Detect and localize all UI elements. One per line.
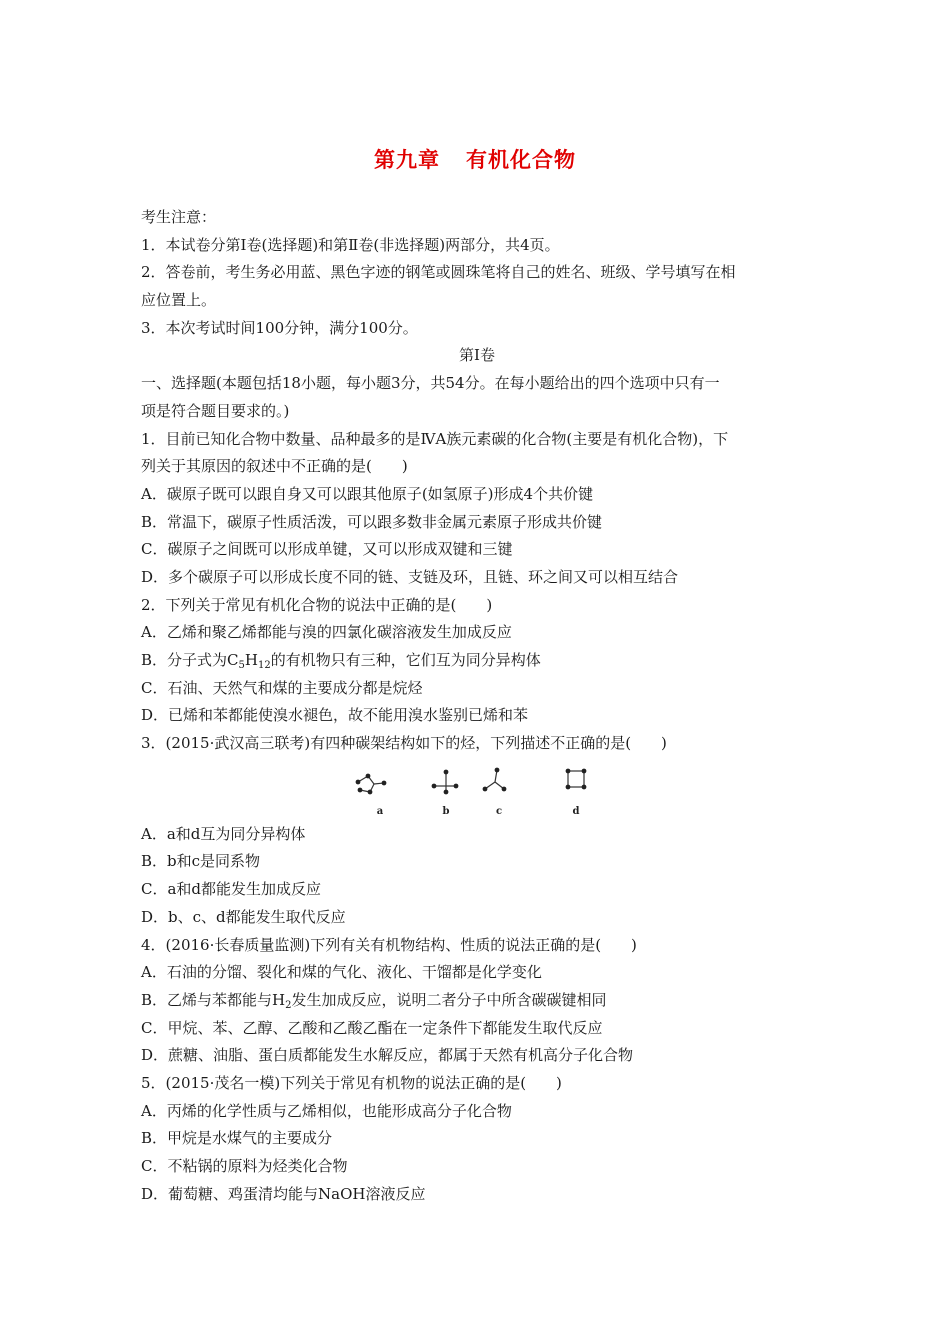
q2-optb-text: H	[244, 651, 258, 669]
q2-optb-text: 的有机物只有三种，它们互为同分异构体	[270, 651, 541, 669]
q2-optb-sub: 5	[238, 660, 245, 671]
question-5-option-d: D．葡萄糖、鸡蛋清均能与NaOH溶液反应	[141, 1184, 426, 1203]
question-5-option-a: A．丙烯的化学性质与乙烯相似，也能形成高分子化合物	[141, 1101, 512, 1120]
question-5-option-c: C．不粘锅的原料为烃类化合物	[141, 1157, 348, 1175]
question-2-option-b	[141, 647, 813, 675]
question-5-option-b: B．甲烷是水煤气的主要成分	[141, 1129, 333, 1148]
figure-label-b: b	[442, 805, 450, 817]
question-3-option-b: B．b和c是同系物	[141, 852, 261, 871]
figure-label-d: d	[572, 805, 580, 817]
question-1-option-d: D．多个碳原子可以形成长度不同的链、支链及环，且链、环之间又可以相互结合	[141, 567, 679, 586]
q2-optb-sub: 12	[257, 660, 271, 671]
chapter-name: 有机化合物	[466, 148, 576, 172]
question-3-option-d: D．b、c、d都能发生取代反应	[141, 907, 346, 926]
notice-item: 1．本试卷分第Ⅰ卷(选择题)和第Ⅱ卷(非选择题)两部分，共4页。	[141, 235, 560, 254]
notice-item: 2．答卷前，考生务必用蓝、黑色字迹的钢笔或圆珠笔将自己的姓名、班级、学号填写在相	[141, 263, 736, 282]
question-4-option-c: C．甲烷、苯、乙醇、乙酸和乙酸乙酯在一定条件下都能发生取代反应	[141, 1018, 603, 1037]
section-intro: 项是符合题目要求的。)	[141, 401, 290, 420]
question-3-option-c: C．a和d都能发生加成反应	[141, 880, 322, 899]
section-intro: 一、选择题(本题包括18小题，每小题3分，共54分。在每小题给出的四个选项中只有一	[141, 374, 720, 393]
question-4-option-d: D．蔗糖、油脂、蛋白质都能发生水解反应，都属于天然有机高分子化合物	[141, 1046, 634, 1065]
carbon-skeleton-diagram	[346, 762, 606, 822]
notice-item: 应位置上。	[141, 291, 217, 310]
exam-body	[141, 204, 813, 1208]
question-2-option-a: A．乙烯和聚乙烯都能与溴的四氯化碳溶液发生加成反应	[141, 623, 512, 642]
question-3-option-a: A．a和d互为同分异构体	[141, 824, 306, 843]
question-1-stem: 1．目前已知化合物中数量、品种最多的是ⅣA族元素碳的化合物(主要是有机化合物)，下	[141, 429, 729, 448]
question-1-option-b: B．常温下，碳原子性质活泼，可以跟多数非金属元素原子形成共价键	[141, 512, 603, 531]
carbon-skeleton-figure	[141, 758, 813, 821]
question-4-option-a: A．石油的分馏、裂化和煤的气化、液化、干馏都是化学变化	[141, 963, 542, 982]
question-2-stem: 2．下列关于常见有机化合物的说法中正确的是( )	[141, 595, 493, 614]
question-2-option-c: C．石油、天然气和煤的主要成分都是烷烃	[141, 678, 423, 697]
question-1-option-c: C．碳原子之间既可以形成单键，又可以形成双键和三键	[141, 540, 513, 559]
question-5-stem: 5．(2015·茂名一模)下列关于常见有机物的说法正确的是( )	[141, 1073, 562, 1092]
question-1-option-a: A．碳原子既可以跟自身又可以跟其他原子(如氢原子)形成4个共价键	[141, 484, 594, 503]
section-title: 第Ⅰ卷	[459, 346, 495, 365]
question-4-option-b	[141, 987, 813, 1015]
q4-optb-text: B．乙烯与苯都能与H	[141, 990, 286, 1009]
q4-optb-sub: 2	[285, 999, 292, 1011]
chapter-number: 第九章	[374, 148, 440, 172]
chapter-title	[0, 144, 950, 174]
q2-optb-text: B．分子式为C	[141, 651, 239, 669]
notice-item: 3．本次考试时间100分钟，满分100分。	[141, 318, 418, 337]
question-3-stem: 3．(2015·武汉高三联考)有四种碳架结构如下的烃，下列描述不正确的是( )	[141, 734, 667, 753]
q4-optb-text: 发生加成反应，说明二者分子中所含碳碳键相同	[291, 990, 607, 1009]
question-1-stem: 列关于其原因的叙述中不正确的是( )	[141, 457, 408, 476]
figure-label-c: c	[495, 805, 503, 817]
figure-label-a: a	[376, 805, 384, 817]
question-2-option-d: D．已烯和苯都能使溴水褪色，故不能用溴水鉴别已烯和苯	[141, 706, 529, 725]
notice-heading: 考生注意：	[141, 208, 217, 226]
question-4-stem: 4．(2016·长春质量监测)下列有关有机物结构、性质的说法正确的是( )	[141, 935, 637, 954]
